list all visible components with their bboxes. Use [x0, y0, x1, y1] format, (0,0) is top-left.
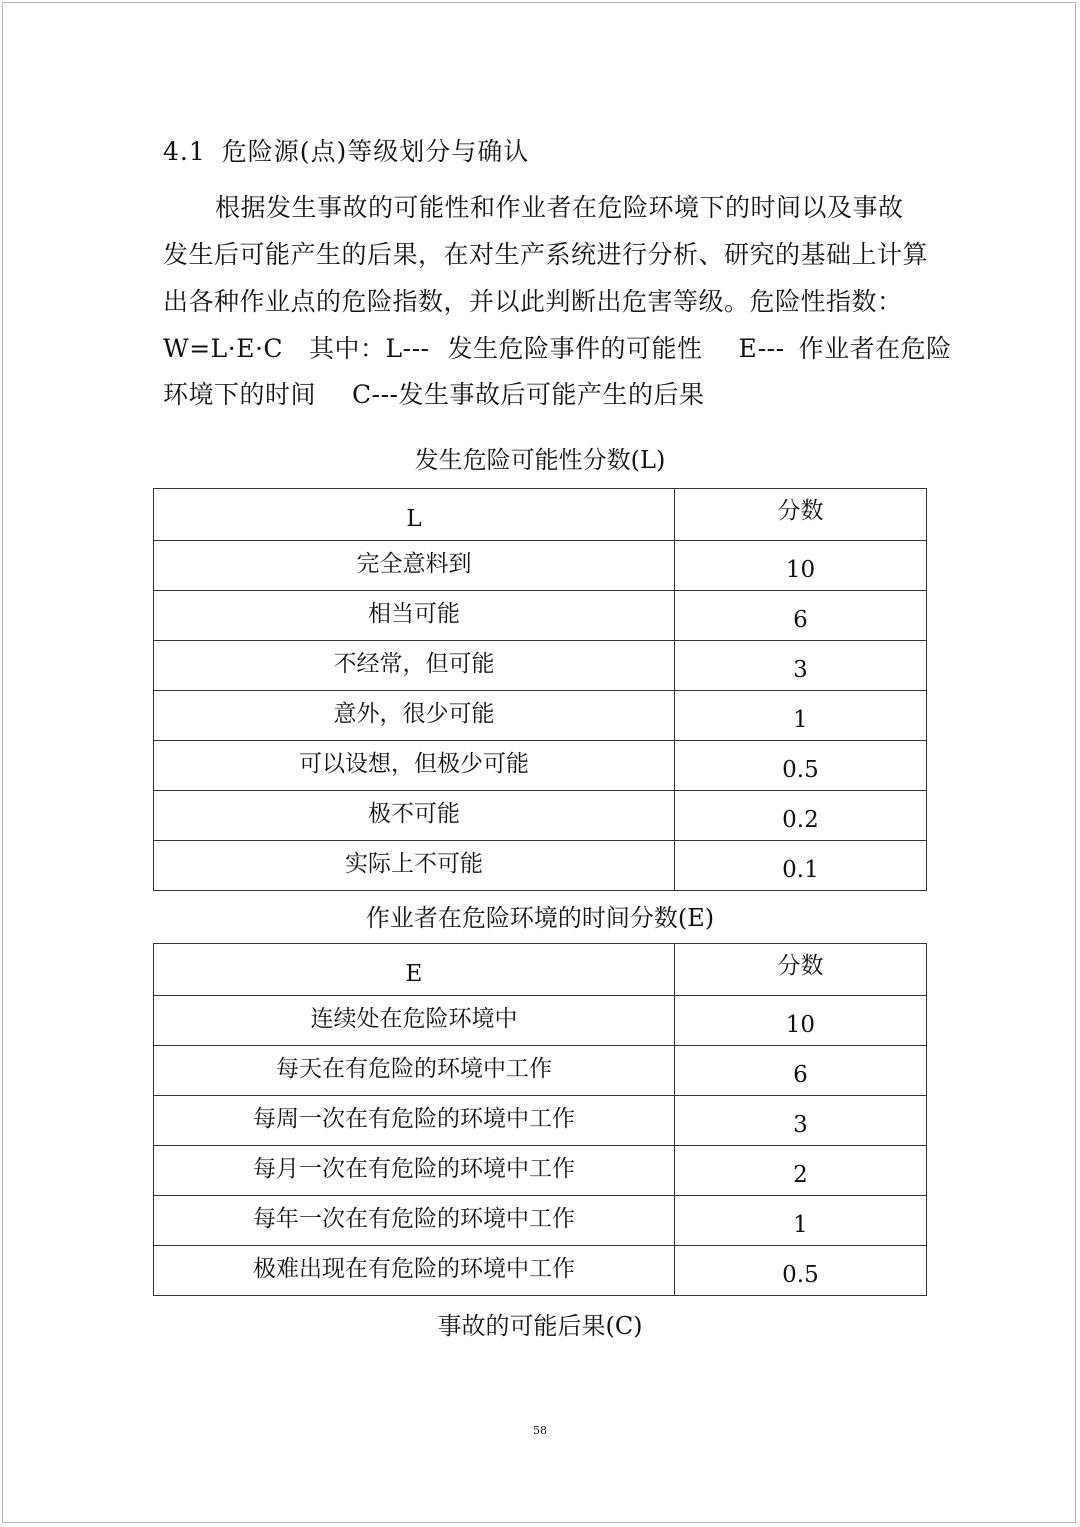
section-title: 危险源(点)等级划分与确认: [221, 137, 530, 166]
row-label: 每月一次在有危险的环境中工作: [154, 1146, 675, 1196]
formula-where: 其中：L---: [309, 334, 430, 363]
row-label: 相当可能: [154, 591, 675, 641]
row-label: 连续处在危险环境中: [154, 996, 675, 1046]
table-e-caption: 作业者在危险环境的时间分数(E): [365, 904, 715, 932]
section-heading: [163, 132, 529, 168]
table-e: [153, 943, 927, 1296]
table-row: [154, 641, 927, 691]
table-row: [154, 791, 927, 841]
table-row: [154, 1246, 927, 1296]
row-score: 0.2: [674, 791, 926, 841]
row-label: 极难出现在有危险的环境中工作: [154, 1246, 675, 1296]
table-row: [154, 841, 927, 891]
header-cell-score: 分数: [674, 944, 926, 996]
formula: W=L·E·C: [163, 334, 284, 363]
table-header-row: [154, 489, 927, 541]
table-c-caption: 事故的可能后果(C): [437, 1312, 643, 1340]
header-cell-left: E: [154, 944, 675, 996]
paragraph-line-5: [163, 375, 705, 411]
table-row: [154, 996, 927, 1046]
paragraph-line-4: [163, 329, 952, 365]
row-score: 1: [674, 1196, 926, 1246]
table-row: [154, 1146, 927, 1196]
row-score: 10: [674, 996, 926, 1046]
row-score: 6: [674, 1046, 926, 1096]
row-label: 每年一次在有危险的环境中工作: [154, 1196, 675, 1246]
row-label: 可以设想，但极少可能: [154, 741, 675, 791]
row-label: 完全意料到: [154, 541, 675, 591]
table-row: [154, 691, 927, 741]
table-row: [154, 1046, 927, 1096]
row-score: 6: [674, 591, 926, 641]
c-definition: C---发生事故后可能产生的后果: [352, 380, 705, 409]
table-header-row: [154, 944, 927, 996]
row-label: 不经常，但可能: [154, 641, 675, 691]
paragraph-line-2: 发生后可能产生的后果，在对生产系统进行分析、研究的基础上计算: [163, 240, 929, 269]
row-score: 0.5: [674, 741, 926, 791]
table-row: [154, 741, 927, 791]
row-score: 2: [674, 1146, 926, 1196]
row-score: 3: [674, 641, 926, 691]
row-label: 每天在有危险的环境中工作: [154, 1046, 675, 1096]
row-label: 意外，很少可能: [154, 691, 675, 741]
row-score: 1: [674, 691, 926, 741]
row-label: 实际上不可能: [154, 841, 675, 891]
row-score: 0.5: [674, 1246, 926, 1296]
row-label: 极不可能: [154, 791, 675, 841]
table-row: [154, 541, 927, 591]
page-number: 58: [533, 1424, 547, 1437]
row-score: 10: [674, 541, 926, 591]
paragraph-line-3: 出各种作业点的危险指数，并以此判断出危害等级。危险性指数：: [163, 287, 903, 316]
e-label: E---: [738, 334, 785, 363]
row-score: 0.1: [674, 841, 926, 891]
header-cell-score: 分数: [674, 489, 926, 541]
section-number: 4.1: [163, 137, 206, 166]
e-definition-start: 作业者在危险: [798, 334, 952, 363]
e-definition-end: 环境下的时间: [163, 380, 317, 409]
row-score: 3: [674, 1096, 926, 1146]
table-row: [154, 591, 927, 641]
table-row: [154, 1196, 927, 1246]
table-row: [154, 1096, 927, 1146]
table-l: [153, 488, 927, 891]
table-l-caption: 发生危险可能性分数(L): [414, 446, 666, 474]
l-definition: 发生危险事件的可能性: [447, 334, 703, 363]
paragraph-line-1: 根据发生事故的可能性和作业者在危险环境下的时间以及事故: [215, 193, 904, 222]
header-cell-left: L: [154, 489, 675, 541]
row-label: 每周一次在有危险的环境中工作: [154, 1096, 675, 1146]
